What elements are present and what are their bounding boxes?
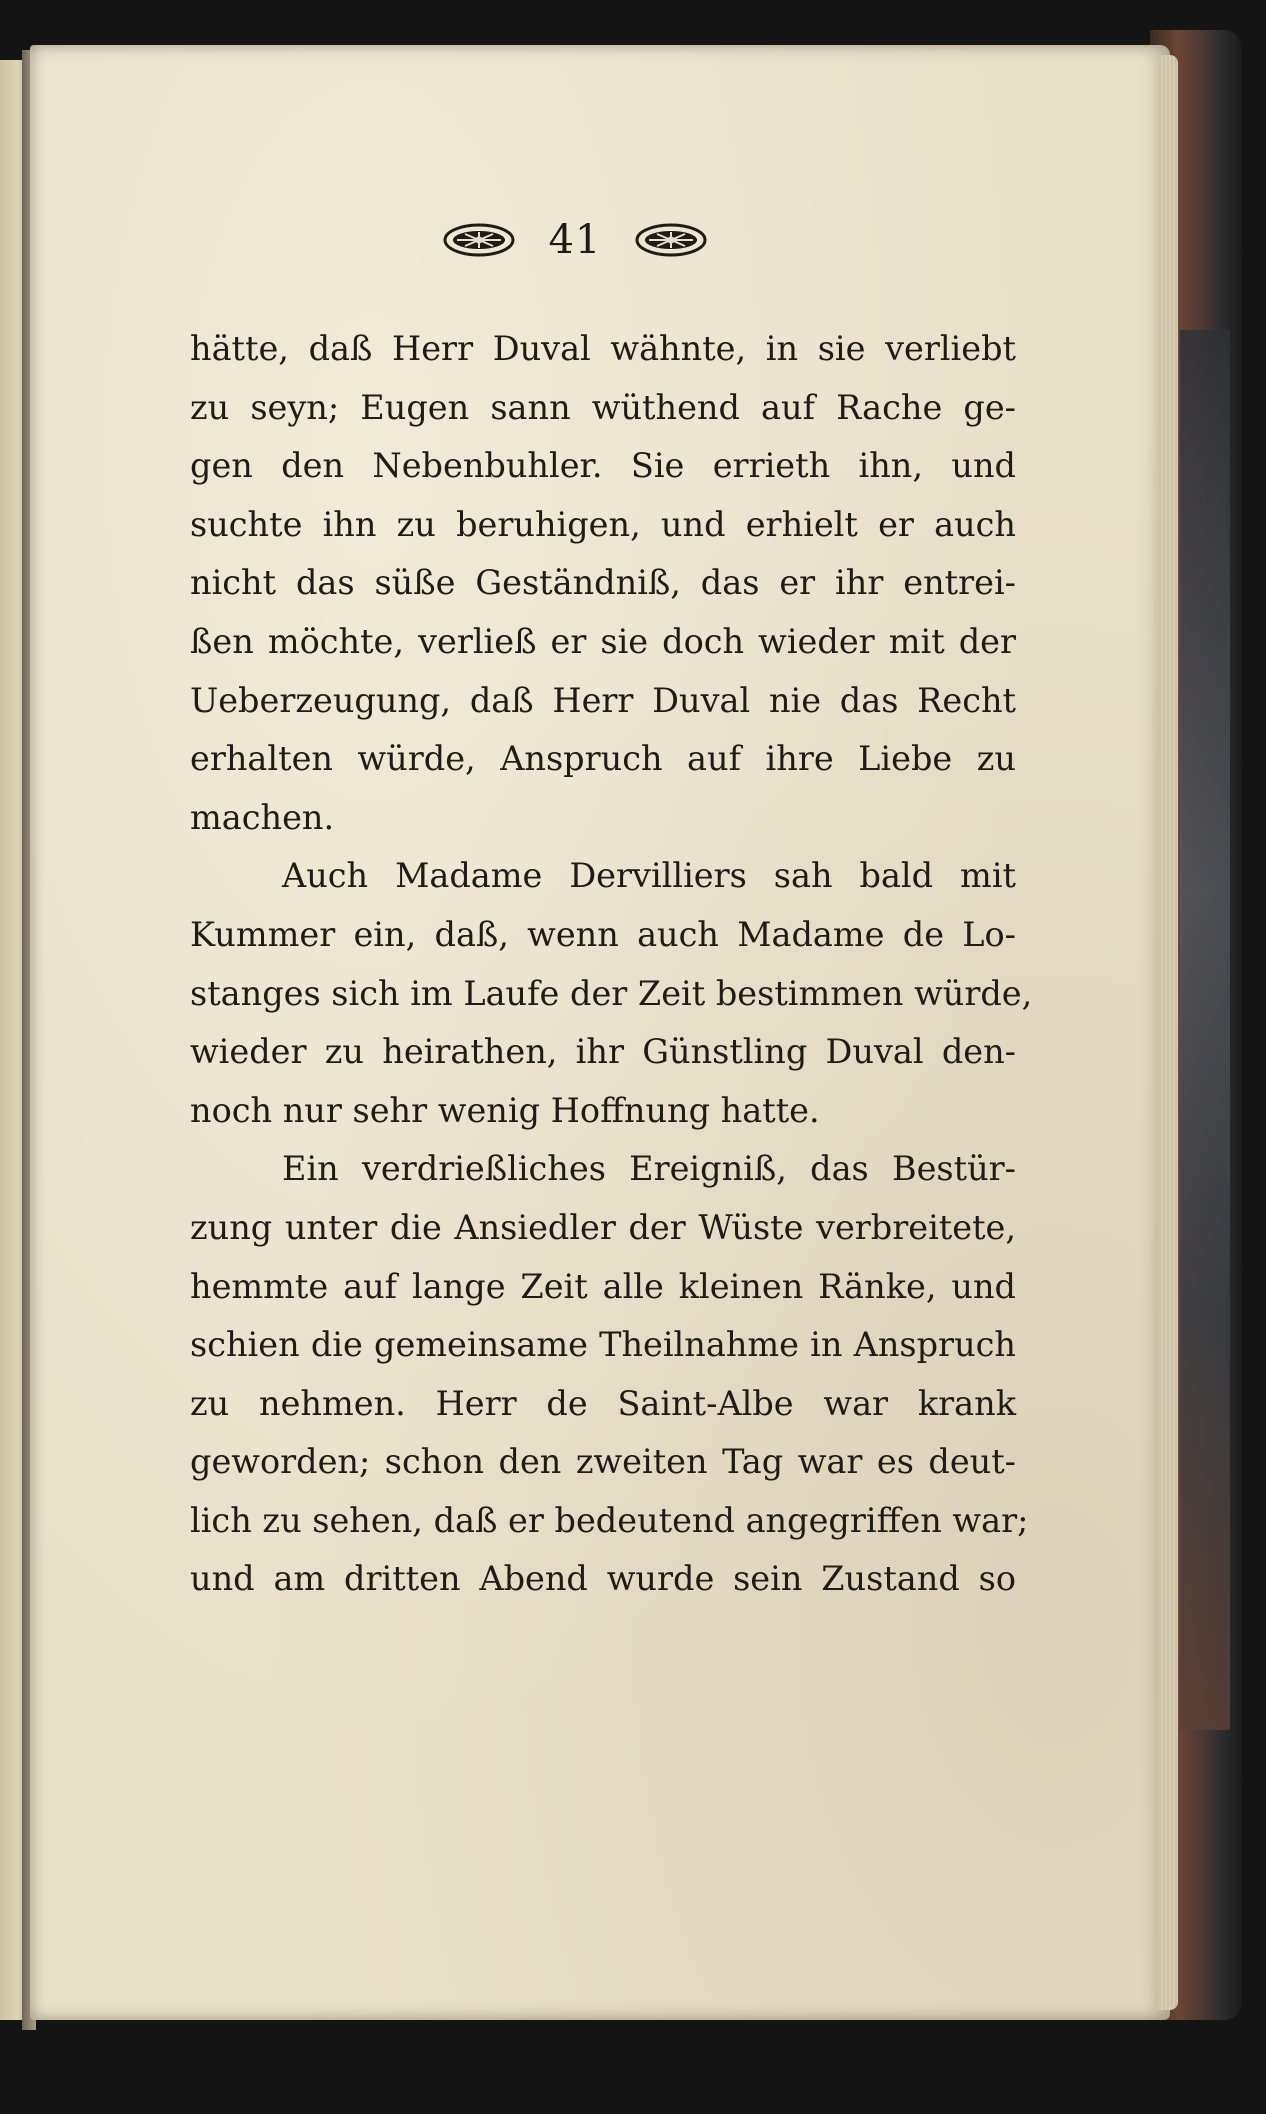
text-line-paragraph-start: Ein verdrießliches Ereigniß, das Bestür- xyxy=(282,1149,1016,1189)
text-line: lich zu sehen, daß er bedeutend angegriffen war; xyxy=(190,1500,1029,1540)
text-line: geworden; schon den zweiten Tag war es deut- xyxy=(190,1442,1016,1482)
page-header xyxy=(400,205,750,275)
text-line: Kummer ein, daß, wenn auch Madame de Lo- xyxy=(190,914,1016,954)
text-line: noch nur sehr wenig Hoffnung hatte. xyxy=(190,1090,820,1130)
text-line: nicht das süße Geständniß, das er ihr entrei- xyxy=(190,563,1016,603)
text-line: schien die gemeinsame Theilnahme in Anspruch xyxy=(190,1325,1016,1365)
rosette-ornament-icon xyxy=(635,223,707,257)
text-line: erhalten würde, Anspruch auf ihre Liebe zu xyxy=(190,739,1016,779)
text-line: ßen möchte, verließ er sie doch wieder mit der xyxy=(190,621,1016,661)
rosette-ornament-icon xyxy=(443,223,515,257)
text-line: suchte ihn zu beruhigen, und erhielt er auch xyxy=(190,504,1016,544)
text-line: und am dritten Abend wurde sein Zustand so xyxy=(190,1559,1016,1599)
text-line: hemmte auf lange Zeit alle kleinen Ränke, und xyxy=(190,1266,1016,1306)
body-text xyxy=(190,320,1033,1609)
text-line: zu nehmen. Herr de Saint-Albe war krank xyxy=(190,1383,1016,1423)
page-stack-edge xyxy=(1158,55,1178,2010)
text-line: Ueberzeugung, daß Herr Duval nie das Recht xyxy=(190,680,1016,720)
text-line: wieder zu heirathen, ihr Günstling Duval den- xyxy=(190,1032,1016,1072)
text-line: machen. xyxy=(190,797,335,837)
text-line: zung unter die Ansiedler der Wüste verbreitete, xyxy=(190,1207,1016,1247)
page-number: 41 xyxy=(548,217,602,263)
text-line-paragraph-start: Auch Madame Dervilliers sah bald mit xyxy=(282,856,1016,896)
text-line: hätte, daß Herr Duval wähnte, in sie verliebt xyxy=(190,329,1016,368)
text-line: stanges sich im Laufe der Zeit bestimmen würde, xyxy=(190,973,1033,1013)
text-line: zu seyn; Eugen sann wüthend auf Rache ge- xyxy=(190,387,1016,427)
book-page xyxy=(30,45,1170,2020)
text-line: gen den Nebenbuhler. Sie errieth ihn, und xyxy=(190,446,1016,486)
